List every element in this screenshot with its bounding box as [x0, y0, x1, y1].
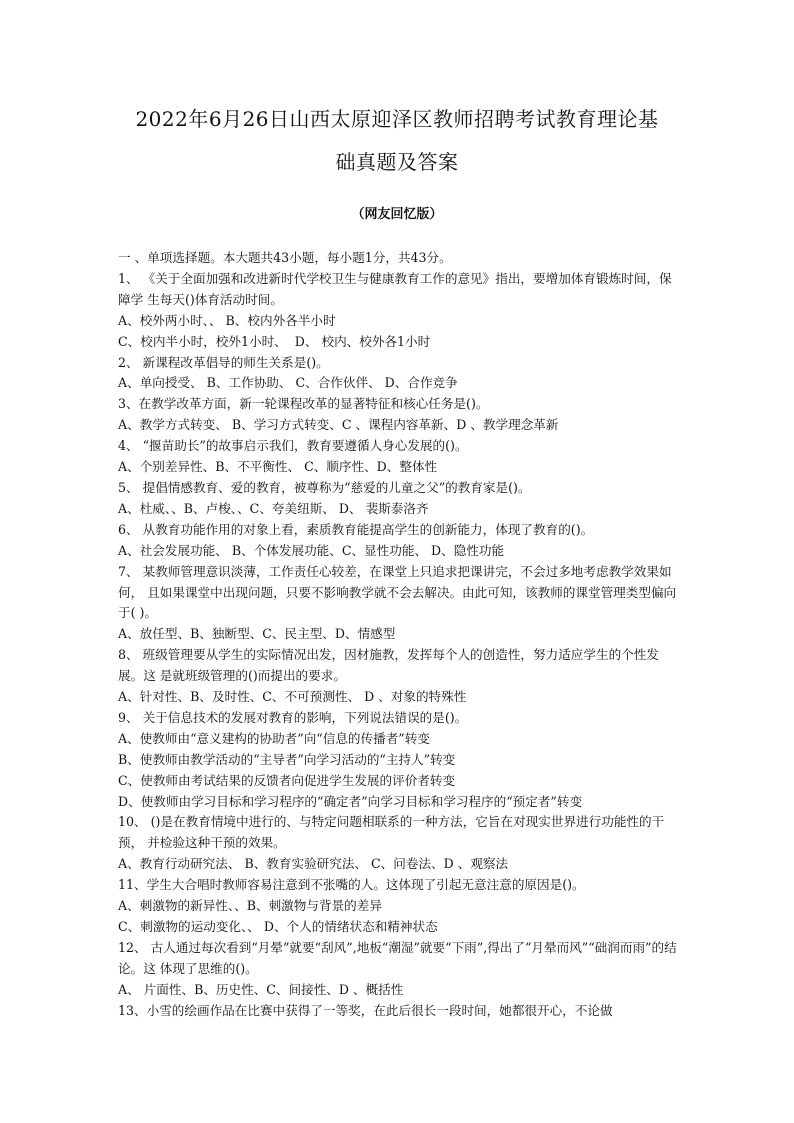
options-4: A、个别差异性、B、不平衡性、 C、顺序性、D、整体性 [118, 459, 438, 475]
question-2: 2、 新课程改革倡导的师生关系是()。 [118, 354, 329, 370]
document-title-line-2: 础真题及答案 [335, 150, 459, 174]
options-11-ab: A、刺激物的新异性、、B、刺激物与背景的差异 [118, 898, 382, 914]
document-title-line-1: 2022年6月26日山西太原迎泽区教师招聘考试教育理论基 [135, 107, 659, 131]
options-8: A、针对性、B、及时性、C、不可预测性、 D 、对象的特殊性 [118, 689, 467, 705]
document-subtitle: （网友回忆版） [351, 207, 443, 222]
options-6: A、社会发展功能、 B、个体发展功能、C、显性功能、 D、隐性功能 [118, 542, 505, 558]
question-10: 10、 ()是在教育情境中进行的、与特定问题相联系的一种方法，它旨在对现实世界进行功能性的干预， 并检验这种干预的效果。 [118, 814, 665, 851]
question-8: 8、 班级管理要从学生的实际情况出发，因材施教，发挥每个人的创造性，努力适应学生的个性发展。这 是就班级管理的()而提出的要求。 [118, 647, 659, 684]
option-9-b: B、使教师由教学活动的“主导者”向学习活动的“主持人”转变 [118, 751, 456, 767]
question-12: 12、 古人通过每次看到“月晕”就要“刮风”,地板“潮湿”就要“下雨”,得出了“月晕而风”“础润而雨”的结论。这 体现了思维的()。 [118, 939, 677, 976]
options-11-cd: C、刺激物的运动变化、、 D、个人的情绪状态和精神状态 [118, 919, 438, 934]
options-5: A、杜威、、B、卢梭、、C、夸美纽斯、 D、 裴斯泰洛齐 [118, 500, 429, 516]
section-heading: 一 、单项选择题。本大题共43小题，每小题1分，共43分。 [118, 250, 452, 265]
question-9: 9、 关于信息技术的发展对教育的影响，下列说法错误的是()。 [118, 709, 468, 725]
option-9-d: D、使教师由学习目标和学习程序的“确定者”向学习目标和学习程序的“预定者”转变 [118, 793, 583, 809]
question-6: 6、 从教育功能作用的对象上看，素质教育能提高学生的创新能力，体现了教育的()。 [118, 521, 594, 537]
question-5: 5、 提倡情感教育、爱的教育，被尊称为“慈爱的儿童之父”的教育家是()。 [118, 479, 531, 495]
question-11: 11、学生大合唱时教师容易注意到不张嘴的人。这体现了引起无意注意的原因是()。 [118, 877, 585, 893]
options-7: A、放任型、B、独断型、C、民主型、D、情感型 [118, 626, 396, 642]
options-1-cd: C、校内半小时，校外1小时、 D、 校内、校外各1小时 [118, 333, 431, 349]
question-7: 7、 某教师管理意识淡薄，工作责任心较差，在课堂上只追求把课讲完，不会过多地考虑教学效果如何， 且如果课堂中出现问题，只要不影响教学就不会去解决。由此可知，该教师的课堂管理类型偏向于( )。 [118, 563, 677, 621]
options-2: A、单向授受、 B、工作协助、 C、合作伙伴、 D、合作竞争 [118, 375, 458, 391]
options-12: A、 片面性、B、历史性、C、间接性、D 、概括性 [118, 981, 404, 997]
options-3: A、教学方式转变、 B、学习方式转变、C 、课程内容革新、D 、教学理念革新 [118, 417, 559, 433]
option-9-a: A、使教师由“意义建构的协助者”向“信息的传播者”转变 [118, 730, 430, 746]
question-1: 1、 《关于全面加强和改进新时代学校卫生与健康教育工作的意见》指出，要增加体育锻炼时间，保障学 生每天()体育活动时间。 [118, 270, 672, 307]
option-9-c: C、使教师由考试结果的反馈者向促进学生发展的评价者转变 [118, 772, 456, 788]
options-1-ab: A、校外两小时、、 B、校内外各半小时 [118, 312, 336, 328]
document-body [118, 248, 678, 1022]
options-10: A、教育行动研究法、 B、教育实验研究法、 C、问卷法、D 、观察法 [118, 856, 509, 872]
question-4: 4、 “揠苗助长”的故事启示我们，教育要遵循人身心发展的()。 [118, 438, 468, 454]
question-13: 13、小雪的绘画作品在比赛中获得了一等奖，在此后很长一段时间，她都很开心，不论做 [118, 1002, 613, 1018]
question-3: 3、在教学改革方面，新一轮课程改革的显著特征和核心任务是()。 [118, 396, 489, 412]
